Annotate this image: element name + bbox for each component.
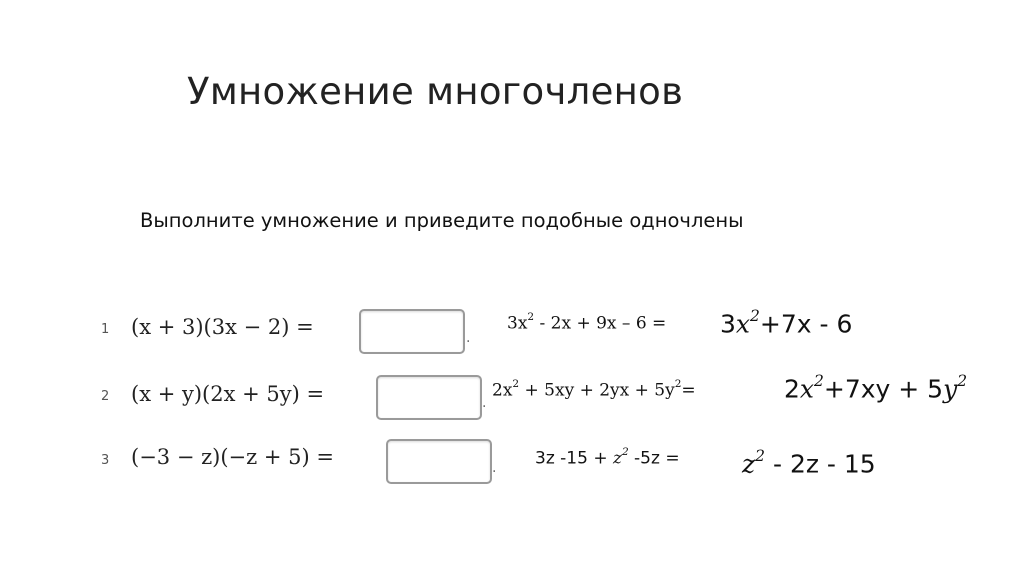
- problem-expression: (x + 3)(3x − 2) =: [131, 315, 314, 339]
- work-expression: $2x^2 + 5xy + 2yx + 5y^2=$: [492, 378, 696, 401]
- answer-input-box[interactable]: [359, 309, 465, 354]
- answer-input-box[interactable]: [386, 439, 492, 484]
- problem-number: 3: [101, 453, 110, 468]
- period-mark: .: [466, 330, 471, 346]
- instruction-text: Выполните умножение и приведите подобные одночлены: [140, 209, 744, 232]
- problem-expression: (x + y)(2x + 5y) =: [131, 382, 325, 406]
- period-mark: .: [482, 395, 487, 411]
- work-expression: $3x^2 - 2x + 9x - 6$ =: [507, 311, 667, 334]
- answer-expression: $2x^2+7xy + 5y^2$: [784, 371, 968, 404]
- answer-input-box[interactable]: [376, 375, 482, 420]
- problem-number: 2: [101, 389, 110, 404]
- work-expression: 3z $-15 + z^2$ -5z =: [535, 446, 680, 469]
- period-mark: .: [492, 460, 497, 476]
- answer-expression: $3x^2+7x - 6$: [720, 306, 853, 339]
- problem-number: 1: [101, 322, 110, 337]
- answer-expression: $z^2 - 2z - 15$: [742, 446, 876, 479]
- slide-title: Умножение многочленов: [187, 70, 684, 113]
- problem-expression: (−3 − z)(−z + 5) =: [131, 445, 334, 469]
